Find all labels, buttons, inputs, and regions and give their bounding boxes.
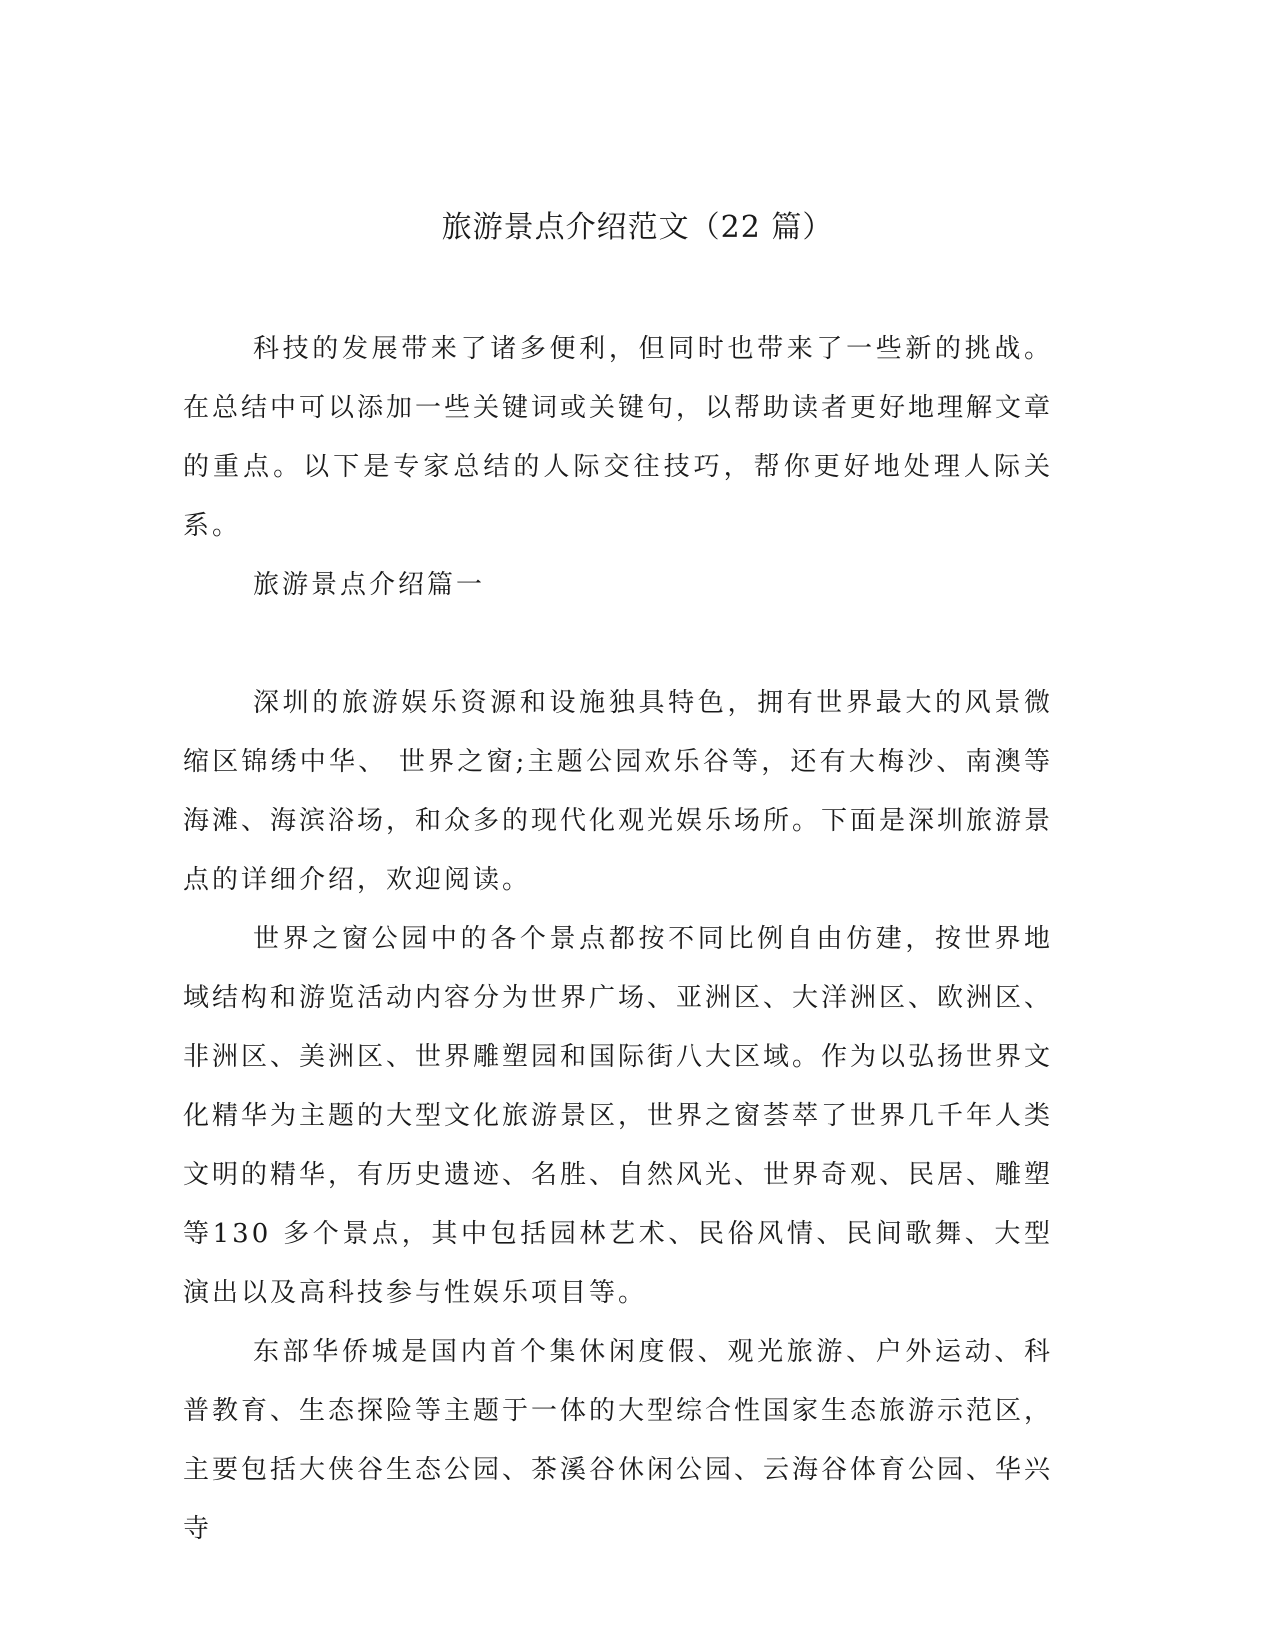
intro-paragraph: 科技的发展带来了诸多便利，但同时也带来了一些新的挑战。在总结中可以添加一些关键词或关键句，以帮助读者更好地理解文章的重点。以下是专家总结的人际交往技巧，帮你更好地处理人际关系。 (183, 334, 1054, 541)
section-heading: 旅游景点介绍篇一 (253, 570, 486, 600)
section-spacer (183, 615, 1053, 674)
body-paragraph: 东部华侨城是国内首个集休闲度假、观光旅游、户外运动、科普教育、生态探险等主题于一体的大型综合性国家生态旅游示范区，主要包括大侠谷生态公园、茶溪谷休闲公园、云海谷体育公园、华兴寺 (183, 1337, 1054, 1544)
document-body (183, 320, 1053, 1559)
document-title: 旅游景点介绍范文（22 篇） (441, 210, 834, 245)
body-paragraph: 世界之窗公园中的各个景点都按不同比例自由仿建，按世界地域结构和游览活动内容分为世界广场、亚洲区、大洋洲区、欧洲区、非洲区、美洲区、世界雕塑园和国际街八大区域。作为以弘扬世界文化精华为主题的大型文化旅游景区，世界之窗荟萃了世界几千年人类文明的精华，有历史遗迹、名胜、自然风光、世界奇观、民居、雕塑等130 多个景点，其中包括园林艺术、民俗风情、民间歌舞、大型演出以及高科技参与性娱乐项目等。 (183, 924, 1054, 1308)
body-paragraph: 深圳的旅游娱乐资源和设施独具特色，拥有世界最大的风景微缩区锦绣中华、 世界之窗;主题公园欢乐谷等，还有大梅沙、南澳等海滩、海滨浴场，和众多的现代化观光娱乐场所。下面是深圳旅游景点的详细介绍，欢迎阅读。 (183, 688, 1054, 895)
